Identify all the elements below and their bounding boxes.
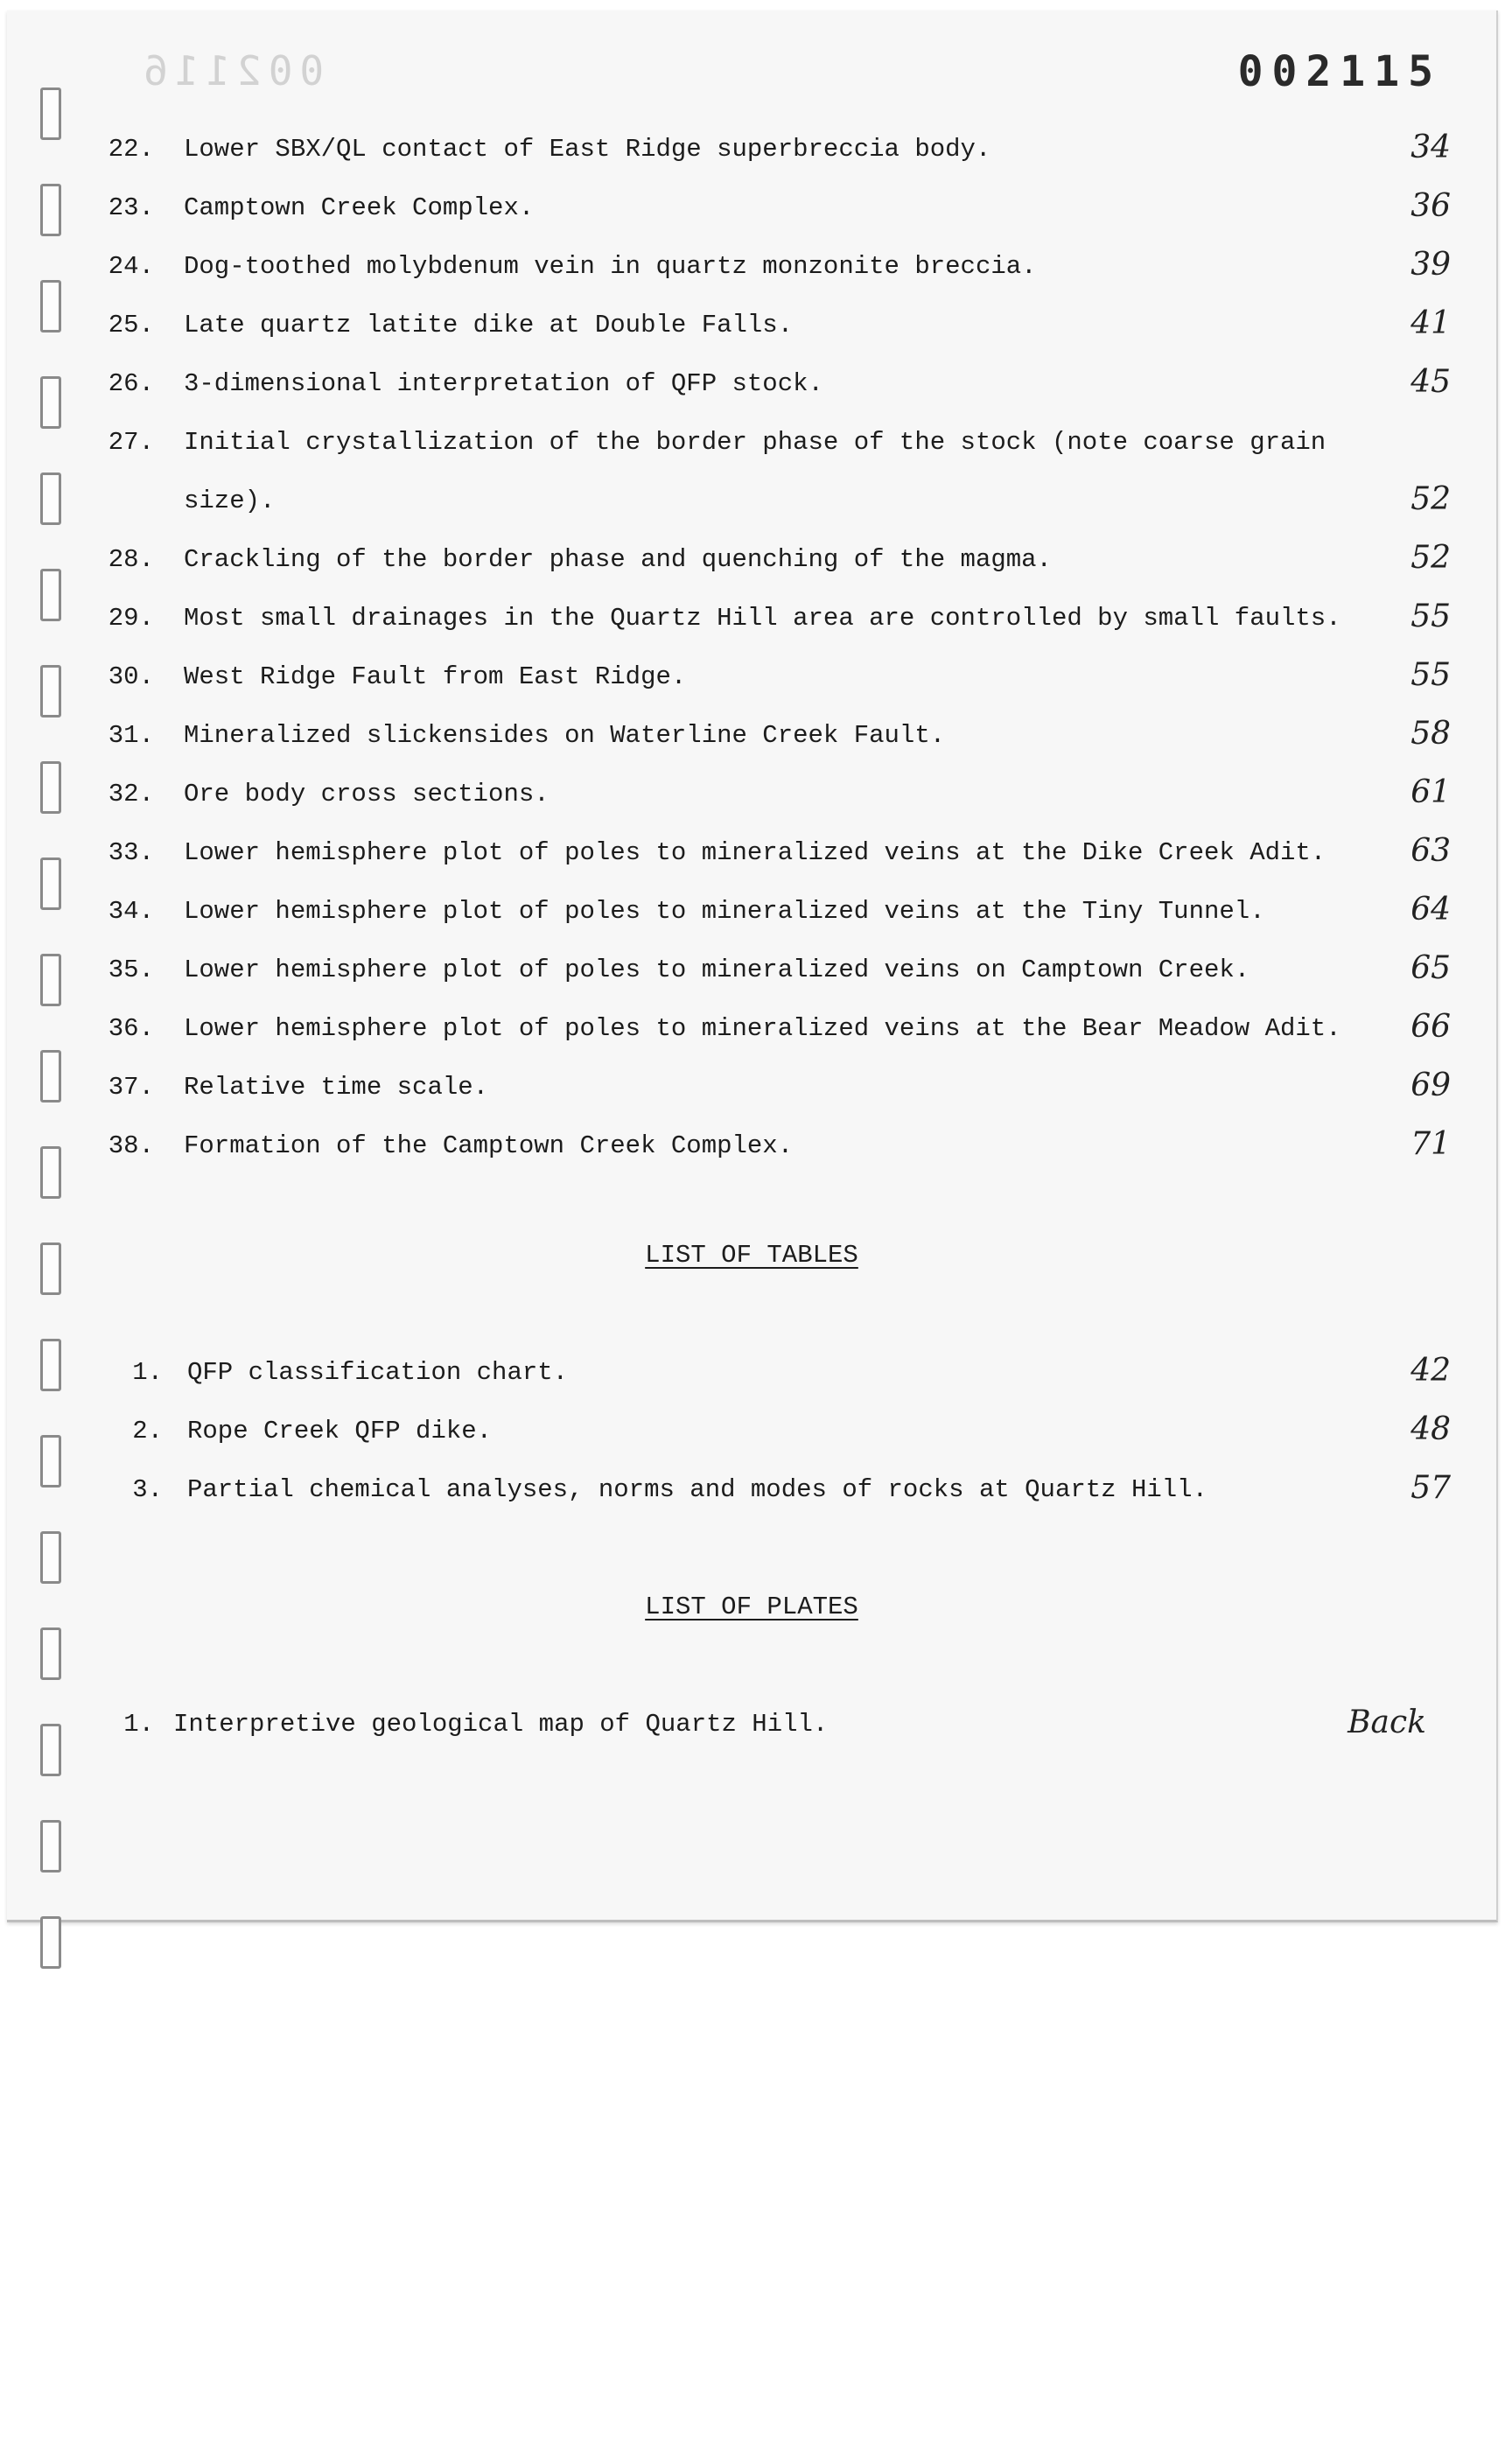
entry-number: 36. (108, 1014, 154, 1043)
entry-page-number: 66 (1410, 1009, 1451, 1045)
document-number: 002115 (1237, 47, 1442, 96)
entry-title: 3-dimensional interpretation of QFP stock. (184, 369, 823, 398)
entry-page-number: 55 (1410, 598, 1451, 634)
entry-title: Rope Creek QFP dike. (187, 1417, 493, 1446)
binder-hole-icon (40, 1146, 61, 1199)
entry-title: West Ridge Fault from East Ridge. (184, 662, 687, 691)
entry-title: Formation of the Camptown Creek Complex. (184, 1131, 794, 1160)
entry-title: Lower SBX/QL contact of East Ridge superbreccia body. (184, 135, 991, 164)
entry-number: 2. (132, 1417, 163, 1446)
entry-page-number: 34 (1410, 130, 1451, 165)
binder-hole-icon (40, 1724, 61, 1776)
entry-title: Mineralized slickensides on Waterline Creek Fault. (184, 721, 946, 750)
entry-number: 35. (108, 956, 154, 984)
entry-number: 27. (108, 428, 154, 457)
binder-hole-icon (40, 1050, 61, 1102)
entry-page-number: 39 (1410, 247, 1451, 283)
entry-number: 22. (108, 135, 154, 164)
entry-title: Most small drainages in the Quartz Hill area are controlled by small faults. (184, 604, 1341, 633)
entry-page-number: 36 (1410, 188, 1451, 224)
entry-title-continuation: size). (184, 486, 276, 515)
entry-number: 24. (108, 252, 154, 281)
binder-hole-icon (40, 665, 61, 718)
entry-number: 31. (108, 721, 154, 750)
entry-page-number: Back (1348, 1704, 1426, 1740)
entry-number: 1. (123, 1710, 154, 1739)
binder-hole-icon (40, 1531, 61, 1584)
entry-page-number: 64 (1410, 892, 1451, 928)
binder-hole-icon (40, 858, 61, 910)
entry-number: 29. (108, 604, 154, 633)
binder-hole-icon (40, 1820, 61, 1872)
entry-number: 30. (108, 662, 154, 691)
entry-title: Lower hemisphere plot of poles to mineralized veins at the Bear Meadow Adit. (184, 1014, 1341, 1043)
entry-page-number: 52 (1410, 481, 1451, 517)
entry-title: Late quartz latite dike at Double Falls. (184, 311, 794, 340)
entry-number: 37. (108, 1073, 154, 1102)
entry-title: Relative time scale. (184, 1073, 489, 1102)
entry-number: 23. (108, 193, 154, 222)
entry-title: Partial chemical analyses, norms and modes of rocks at Quartz Hill. (187, 1475, 1208, 1504)
binder-hole-icon (40, 1339, 61, 1391)
entry-number: 3. (132, 1475, 163, 1504)
entry-page-number: 61 (1410, 774, 1451, 810)
entry-number: 38. (108, 1131, 154, 1160)
document-page (7, 10, 1498, 1922)
entry-page-number: 41 (1410, 305, 1451, 341)
binder-hole-icon (40, 472, 61, 525)
entry-title: Crackling of the border phase and quenching of the magma. (184, 545, 1052, 574)
entry-title: Ore body cross sections. (184, 780, 550, 808)
entry-title: Dog-toothed molybdenum vein in quartz monzonite breccia. (184, 252, 1037, 281)
binder-hole-icon (40, 280, 61, 332)
entry-page-number: 63 (1410, 833, 1451, 869)
entry-title: QFP classification chart. (187, 1358, 569, 1387)
binder-hole-icon (40, 761, 61, 814)
entry-page-number: 58 (1410, 716, 1451, 752)
binder-hole-icon (40, 954, 61, 1006)
entry-title: Lower hemisphere plot of poles to mineralized veins at the Dike Creek Adit. (184, 838, 1326, 867)
entry-page-number: 42 (1410, 1353, 1451, 1389)
binder-hole-icon (40, 88, 61, 140)
entry-number: 33. (108, 838, 154, 867)
entry-number: 25. (108, 311, 154, 340)
entry-page-number: 45 (1410, 364, 1451, 400)
entry-title: Lower hemisphere plot of poles to mineralized veins on Camptown Creek. (184, 956, 1250, 984)
entry-page-number: 65 (1410, 950, 1451, 986)
binder-hole-icon (40, 1628, 61, 1680)
entry-page-number: 69 (1410, 1068, 1451, 1103)
entry-page-number: 71 (1410, 1126, 1451, 1162)
entry-number: 26. (108, 369, 154, 398)
binder-hole-icon (40, 1916, 61, 1969)
entry-number: 32. (108, 780, 154, 808)
entry-number: 28. (108, 545, 154, 574)
plates-heading: LIST OF PLATES (645, 1592, 858, 1621)
bleed-through-number: 002116 (136, 47, 325, 94)
tables-heading: LIST OF TABLES (645, 1241, 858, 1270)
entry-title: Camptown Creek Complex. (184, 193, 535, 222)
entry-page-number: 55 (1410, 657, 1451, 693)
entry-number: 34. (108, 897, 154, 926)
entry-title: Interpretive geological map of Quartz Hill. (173, 1710, 829, 1739)
binder-hole-icon (40, 569, 61, 621)
binder-hole-icon (40, 184, 61, 236)
entry-title: Lower hemisphere plot of poles to mineralized veins at the Tiny Tunnel. (184, 897, 1265, 926)
binder-hole-icon (40, 376, 61, 429)
entry-number: 1. (132, 1358, 163, 1387)
entry-title: Initial crystallization of the border phase of the stock (note coarse grain (184, 428, 1326, 457)
entry-page-number: 48 (1410, 1411, 1451, 1447)
entry-page-number: 52 (1410, 540, 1451, 576)
entry-page-number: 57 (1410, 1470, 1451, 1506)
binder-hole-icon (40, 1435, 61, 1488)
